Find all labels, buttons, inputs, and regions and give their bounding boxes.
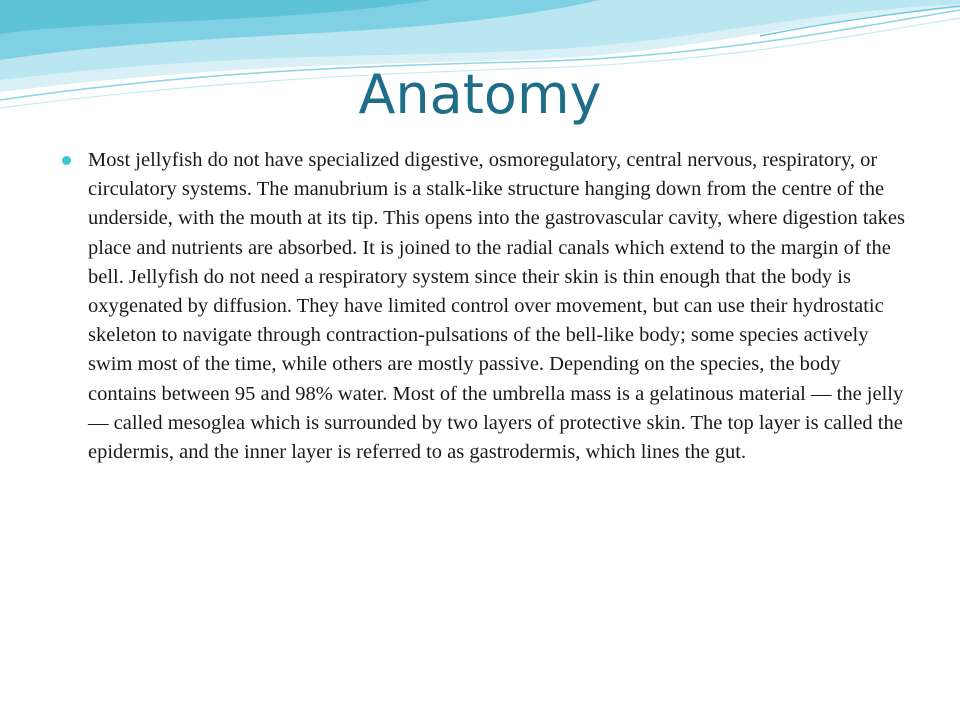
slide-title: Anatomy — [358, 63, 602, 126]
bullet-list — [60, 146, 910, 467]
bullet-item — [60, 146, 910, 467]
bullet-dot-icon — [62, 156, 71, 165]
bullet-text: Most jellyfish do not have specialized digestive, osmoregulatory, central nervous, respiratory, or circulatory systems. The manubrium is a stalk-like structure hanging down from the centre of the underside, with the mouth at its tip. This opens into the gastrovascular cavity, where digestion takes place and nutrients are absorbed. It is joined to the radial canals which extend to the margin of the bell. Jellyfish do not need a respiratory system since their skin is thin enough that the body is oxygenated by diffusion. They have limited control over movement, but can use their hydrostatic skeleton to navigate through contraction-pulsations of the bell-like body; some species actively swim most of the time, while others are mostly passive. Depending on the species, the body contains between 95 and 98% water. Most of the umbrella mass is a gelatinous material — the jelly — called mesoglea which is surrounded by two layers of protective skin. The top layer is called the epidermis, and the inner layer is referred to as gastrodermis, which lines the gut. — [88, 149, 905, 464]
slide-body — [60, 146, 910, 467]
